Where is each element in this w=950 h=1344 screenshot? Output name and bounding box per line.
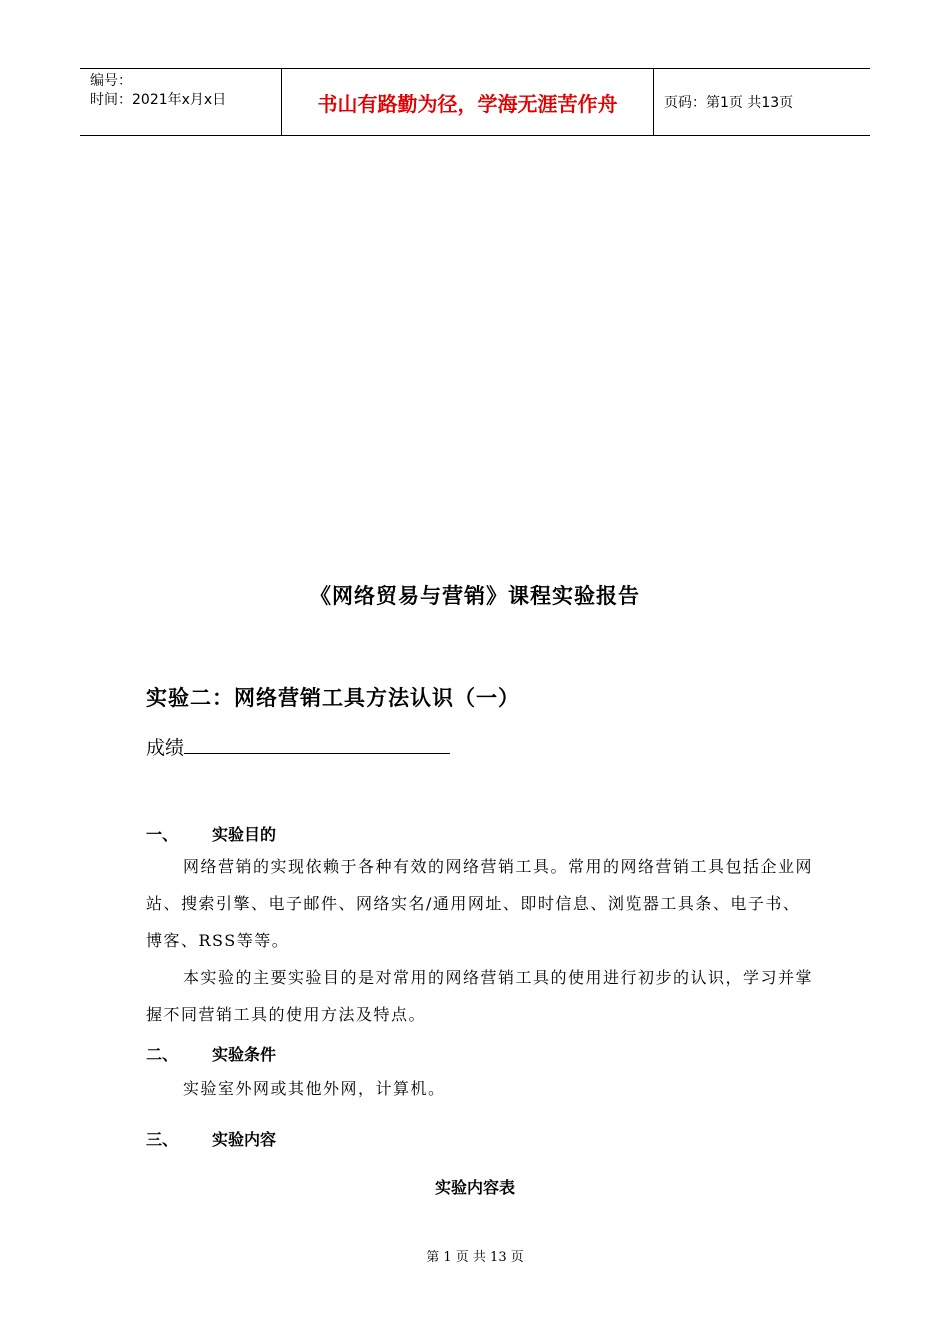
page-footer: 第 1 页 共 13 页 — [426, 1250, 524, 1265]
paragraph-purpose-2: 本实验的主要实验目的是对常用的网络营销工具的使用进行初步的认识，学习并掌握不同营销工具的使用方法及特点。 — [146, 968, 814, 1024]
grade-field — [146, 733, 450, 760]
section-number: 一、 — [146, 825, 179, 844]
section-title: 实验条件 — [212, 1045, 277, 1064]
page-header — [80, 68, 870, 136]
section-title: 实验目的 — [212, 825, 277, 844]
table-title: 实验内容表 — [434, 1178, 515, 1197]
number-label: 编号： — [90, 73, 132, 89]
header-page-info: 页码：第1页 共13页 — [664, 95, 794, 111]
paragraph-purpose-1: 网络营销的实现依赖于各种有效的网络营销工具。常用的网络营销工具包括企业网站、搜索引擎、电子邮件、网络实名/通用网址、即时信息、浏览器工具条、电子书、博客、RSS等等。 — [146, 857, 814, 950]
paragraph-conditions: 实验室外网或其他外网，计算机。 — [183, 1079, 446, 1098]
section-number: 三、 — [146, 1130, 179, 1149]
document-title: 《网络贸易与营销》课程实验报告 — [310, 583, 640, 608]
section-number: 二、 — [146, 1045, 179, 1064]
section-heading-purpose — [146, 822, 276, 845]
experiment-title: 实验二：网络营销工具方法认识（一） — [146, 685, 520, 710]
grade-label: 成绩 — [146, 737, 185, 759]
section-heading-conditions — [146, 1042, 276, 1065]
time-label: 时间：2021年x月x日 — [90, 92, 227, 108]
section-heading-content — [146, 1127, 276, 1150]
header-motto: 书山有路勤为径，学海无涯苦作舟 — [282, 69, 654, 135]
section-title: 实验内容 — [212, 1130, 277, 1149]
header-meta — [80, 69, 282, 135]
grade-blank-line — [184, 735, 450, 754]
